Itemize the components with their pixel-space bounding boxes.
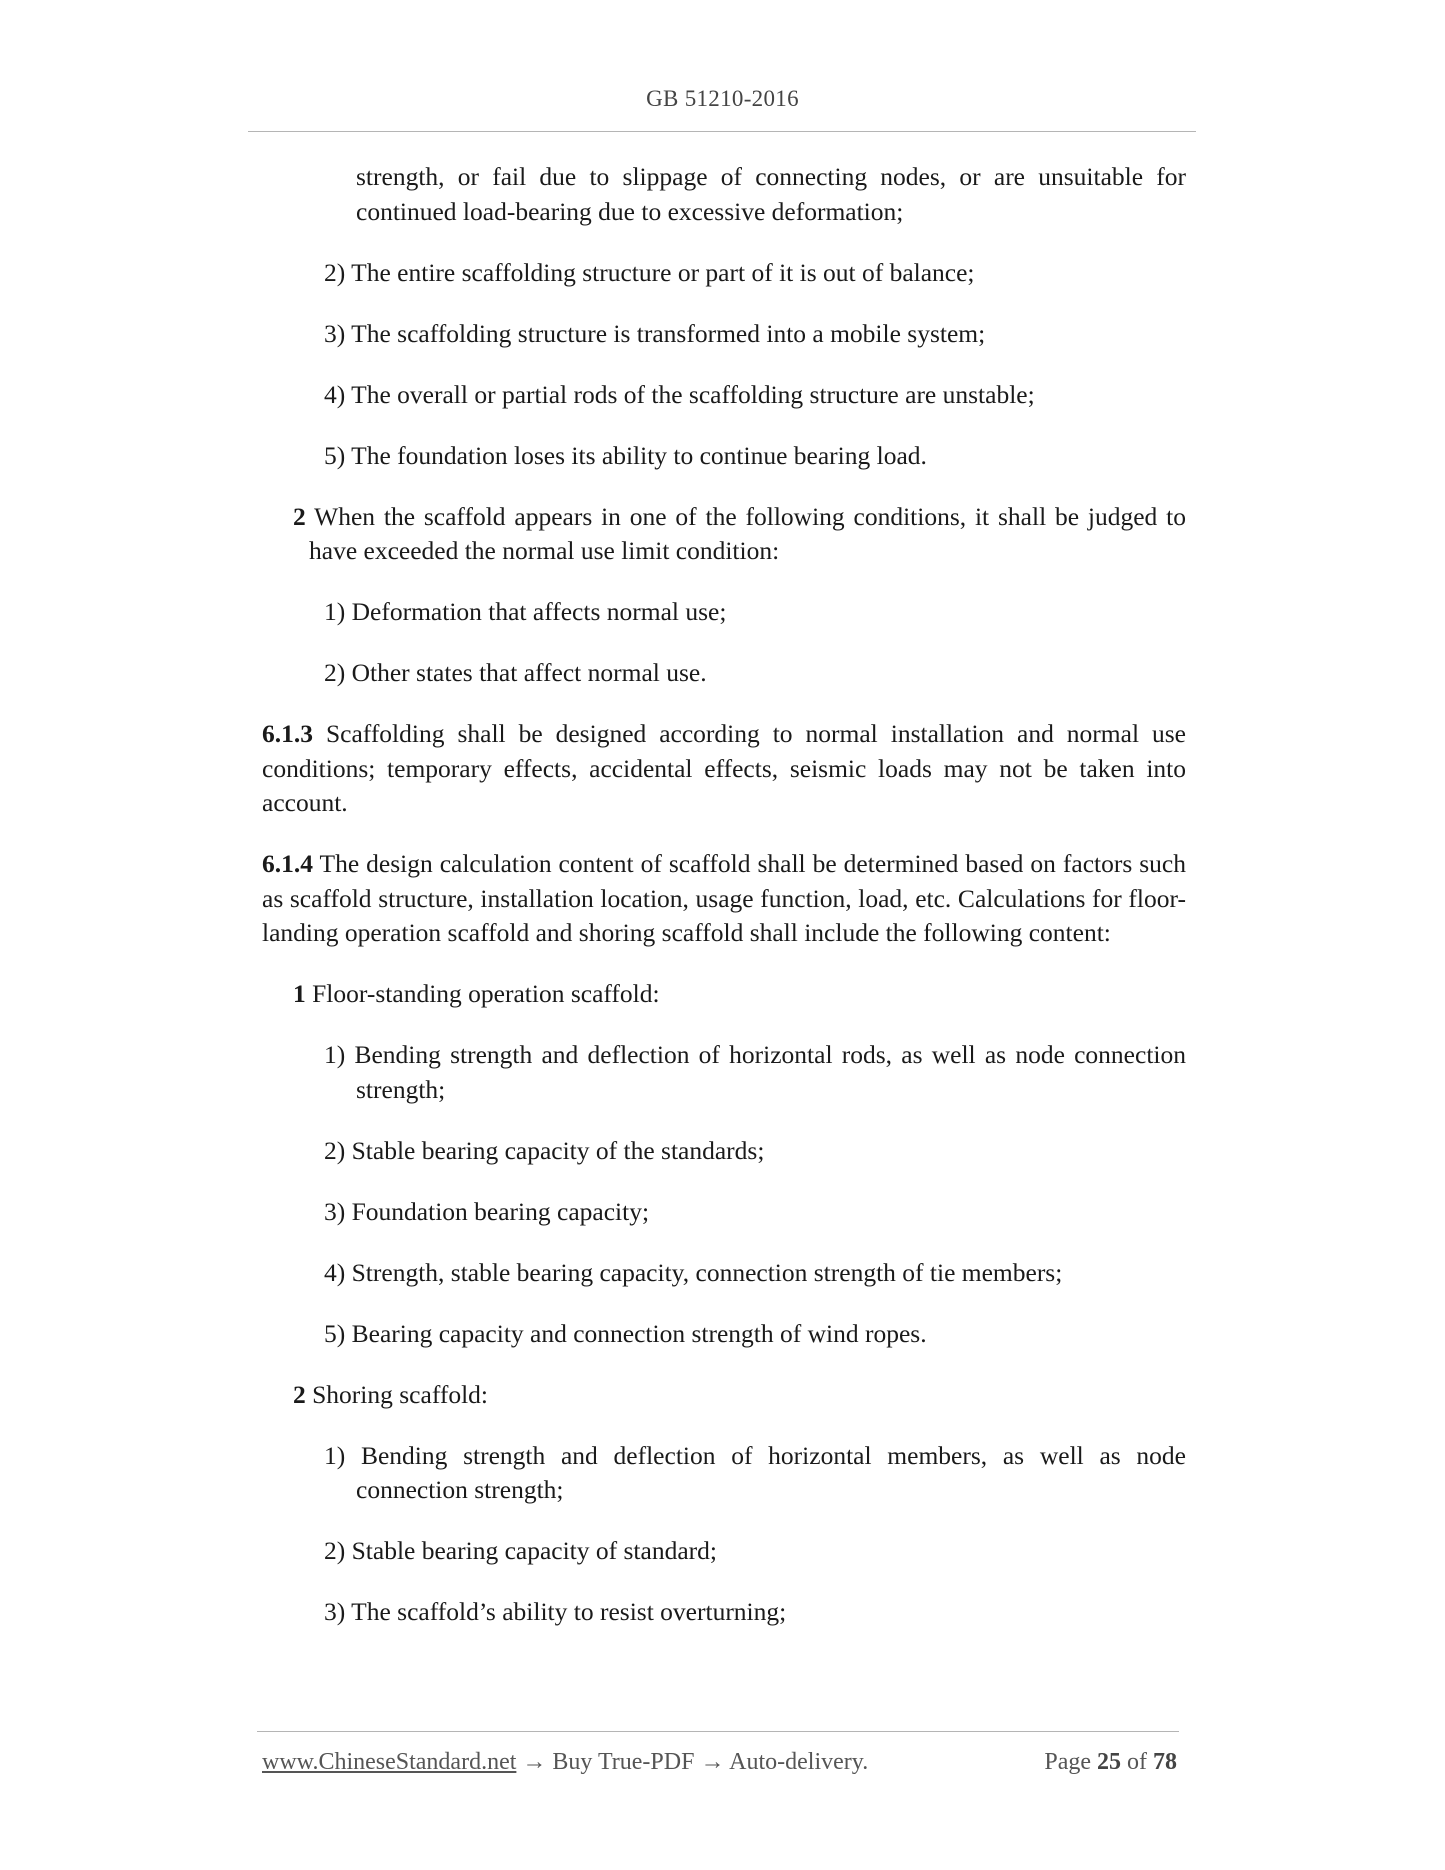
- paragraph: [262, 256, 1186, 291]
- header-divider: [248, 131, 1196, 132]
- clause-number: 1: [293, 979, 306, 1008]
- clause-number: 2: [293, 501, 306, 531]
- paragraph-text: 1) Bending strength and deflection of horizontal rods, as well as node connection strength;: [324, 1040, 1186, 1104]
- paragraph-text: 1) Bending strength and deflection of horizontal members, as well as node connection strength;: [324, 1440, 1186, 1504]
- paragraph: [262, 1038, 1186, 1107]
- delivery-text: Auto-delivery.: [729, 1749, 869, 1775]
- paragraph-text: 5) Bearing capacity and connection strength of wind ropes.: [324, 1318, 927, 1348]
- paragraph-text: Floor-standing operation scaffold:: [305, 979, 660, 1008]
- arrow-icon: →: [694, 1749, 730, 1775]
- page-label: Page: [1044, 1749, 1091, 1775]
- clause-number: 2: [293, 1379, 306, 1409]
- buy-link: Buy True-PDF: [552, 1749, 695, 1775]
- page-number: [1044, 1749, 1177, 1776]
- paragraph: [262, 378, 1186, 413]
- paragraph-text: 2) Stable bearing capacity of the standards;: [324, 1135, 765, 1165]
- clause-number: 6.1.4: [262, 849, 313, 878]
- arrow-icon: →: [516, 1749, 553, 1775]
- paragraph: [262, 1134, 1186, 1169]
- paragraph-text: 3) The scaffolding structure is transformed into a mobile system;: [324, 318, 986, 348]
- paragraph: [262, 1534, 1186, 1569]
- document-body: [262, 160, 1186, 1656]
- paragraph: [262, 1256, 1186, 1291]
- page-total: 78: [1153, 1749, 1177, 1775]
- paragraph-text: strength, or fail due to slippage of connecting nodes, or are unsuitable for continued load-bearing due to excessive deformation;: [356, 162, 1186, 226]
- document-code: GB 51210-2016: [646, 86, 799, 111]
- paragraph-text: Shoring scaffold:: [305, 1379, 489, 1409]
- site-link[interactable]: www.ChineseStandard.net: [262, 1749, 517, 1775]
- paragraph-text: 2) Other states that affect normal use.: [324, 658, 707, 687]
- footer-promo: [262, 1749, 868, 1776]
- clause-number: 6.1.3: [262, 719, 313, 748]
- paragraph: [262, 1439, 1186, 1508]
- paragraph-text: 1) Deformation that affects normal use;: [324, 597, 727, 626]
- paragraph: [262, 1378, 1186, 1413]
- paragraph: [262, 656, 1186, 691]
- paragraph-text: 3) The scaffold’s ability to resist overturning;: [324, 1597, 787, 1626]
- page-of: of: [1127, 1749, 1147, 1775]
- paragraph-text: 3) Foundation bearing capacity;: [324, 1196, 650, 1226]
- paragraph-text: When the scaffold appears in one of the following conditions, it shall be judged to have exceeded the normal use limit condition:: [305, 501, 1186, 565]
- paragraph: [262, 1317, 1186, 1352]
- paragraph: [262, 1195, 1186, 1230]
- footer-divider: [257, 1731, 1179, 1732]
- paragraph: [262, 847, 1186, 951]
- paragraph-text: 5) The foundation loses its ability to continue bearing load.: [324, 440, 927, 470]
- page-current: 25: [1097, 1749, 1121, 1775]
- paragraph: [262, 160, 1186, 229]
- paragraph: [262, 717, 1186, 821]
- paragraph-text: 4) The overall or partial rods of the scaffolding structure are unstable;: [324, 379, 1035, 409]
- paragraph: [262, 1595, 1186, 1630]
- paragraph-text: The design calculation content of scaffold shall be determined based on factors such as scaffold structure, installation location, usage function, load, etc. Calculations for floor-landing operation scaffold and shoring scaffold shall include the following content:: [262, 849, 1186, 947]
- paragraph-text: Scaffolding shall be designed according to normal installation and normal use conditions; temporary effects, accidental effects, seismic loads may not be taken into account.: [262, 719, 1186, 817]
- paragraph-text: 4) Strength, stable bearing capacity, connection strength of tie members;: [324, 1257, 1063, 1287]
- paragraph: [262, 439, 1186, 474]
- paragraph-text: 2) Stable bearing capacity of standard;: [324, 1536, 717, 1565]
- paragraph: [262, 595, 1186, 630]
- paragraph: [262, 500, 1186, 569]
- paragraph: [262, 317, 1186, 352]
- paragraph: [262, 977, 1186, 1012]
- paragraph-text: 2) The entire scaffolding structure or part of it is out of balance;: [324, 257, 975, 287]
